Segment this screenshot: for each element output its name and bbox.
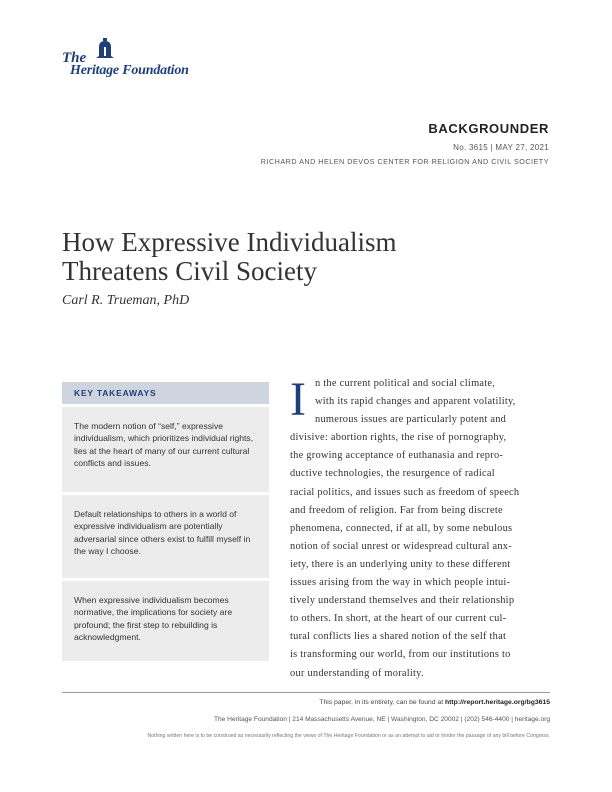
article-line: our understanding of morality.: [290, 667, 424, 679]
takeaway-item: When expressive individualism becomes normative, the implications for society are profound; the first step to rebuilding is acknowledgment.: [62, 581, 269, 661]
article-line: tural conflicts lies a shared notion of the self that: [290, 631, 507, 643]
article-line: is transforming our world, from our institutions to: [290, 649, 511, 661]
article-line: notion of social unrest or widespread cultural anx-: [290, 540, 512, 552]
footer-link-prefix: This paper, in its entirety, can be found at: [319, 699, 445, 706]
footer-link-line: [319, 699, 550, 706]
center-name: RICHARD AND HELEN DEVOS CENTER FOR RELIGION AND CIVIL SOCIETY: [260, 157, 549, 166]
report-link[interactable]: http://report.heritage.org/bg3615: [445, 699, 550, 706]
footer-divider: [62, 692, 550, 693]
takeaways-heading: KEY TAKEAWAYS: [62, 382, 269, 404]
article-line: racial politics, and issues such as freedom of speech: [290, 486, 520, 498]
takeaway-item: The modern notion of “self,” expressive individualism, which prioritizes individual rights, lies at the heart of many of our current cultural conflicts and issues.: [62, 407, 269, 492]
footer-disclaimer: Nothing written here is to be construed as necessarily reflecting the views of The Heritage Foundation or as an attempt to aid or hinder the passage of any bill before Congress.: [147, 733, 550, 739]
article-line: phenomena, connected, if at all, by some nebulous: [290, 522, 513, 534]
article-line: the growing acceptance of euthanasia and repro-: [290, 450, 504, 462]
drop-cap: I: [290, 373, 306, 426]
key-takeaways: [62, 382, 269, 661]
title-line-2: Threatens Civil Society: [62, 256, 317, 286]
series-label: BACKGROUNDER: [428, 121, 549, 136]
article-line: n the current political and social climate,: [315, 378, 496, 389]
logo-the: The: [62, 50, 87, 66]
article-line: and freedom of religion. Far from being discrete: [290, 504, 503, 516]
liberty-bell-icon: [94, 38, 116, 60]
article-line: issues arising from the way in which people intui-: [290, 577, 511, 589]
page-title: [62, 228, 396, 286]
article-line: numerous issues are particularly potent and: [315, 414, 507, 426]
article-line: tively understand themselves and their relationship: [290, 595, 515, 607]
footer-address: The Heritage Foundation | 214 Massachusetts Avenue, NE | Washington, DC 20002 | (202) 546-4400 | heritage.org: [213, 716, 550, 723]
takeaway-item: Default relationships to others in a world of expressive individualism are potentially adversarial since others exist to fulfill myself in the way I choose.: [62, 495, 269, 578]
report-meta: No. 3615 | MAY 27, 2021: [453, 143, 549, 152]
article-body: [290, 375, 550, 683]
article-line: divisive: abortion rights, the rise of pornography,: [290, 432, 507, 444]
author: Carl R. Trueman, PhD: [62, 293, 190, 308]
article-line: to others. In short, at the heart of our current cul-: [290, 613, 507, 625]
article-line: with its rapid changes and apparent volatility,: [315, 396, 516, 408]
logo-name: Heritage Foundation: [70, 63, 189, 78]
article-line: ductive technologies, the resurgence of radical: [290, 468, 495, 480]
heritage-logo[interactable]: [62, 38, 222, 82]
title-line-1: How Expressive Individualism: [62, 227, 397, 257]
article-line: iety, there is an underlying unity to these different: [290, 558, 511, 570]
